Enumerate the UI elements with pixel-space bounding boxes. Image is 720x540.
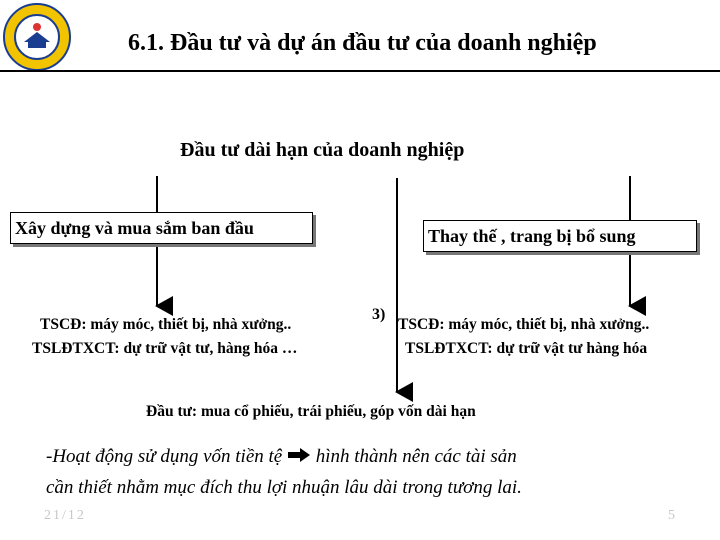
- slide-number: 5: [668, 508, 677, 523]
- right-fixed-assets-text: TSCĐ: máy móc, thiết bị, nhà xưởng..: [398, 316, 650, 333]
- definition-line-1: [46, 446, 517, 468]
- right-working-capital-text: TSLĐTXCT: dự trữ vật tư hàng hóa: [405, 340, 648, 357]
- overlapping-fragment: 3): [372, 306, 386, 323]
- left-working-capital-text: TSLĐTXCT: dự trữ vật tư, hàng hóa …: [32, 340, 298, 357]
- left-fixed-assets-text: TSCĐ: máy móc, thiết bị, nhà xưởng..: [40, 316, 292, 333]
- definition-part-1: -Hoạt động sử dụng vốn tiền tệ: [46, 446, 283, 467]
- diagram-heading: Đầu tư dài hạn của doanh nghiệp: [180, 139, 465, 161]
- financial-investment-text: Đầu tư: mua cổ phiếu, trái phiếu, góp vốn dài hạn: [146, 403, 476, 420]
- definition-line-2: cần thiết nhằm mục đích thu lợi nhuận lâu dài trong tương lai.: [46, 477, 522, 498]
- page-title: 6.1. Đầu tư và dự án đầu tư của doanh nghiệp: [128, 30, 597, 56]
- footer-date: 21/12: [44, 508, 86, 523]
- replacement-investment-box: Thay thế , trang bị bổ sung: [423, 220, 697, 252]
- initial-investment-box: Xây dựng và mua sắm ban đầu: [10, 212, 313, 244]
- right-arrow-icon: [287, 447, 311, 463]
- definition-part-2: hình thành nên các tài sản: [315, 446, 517, 467]
